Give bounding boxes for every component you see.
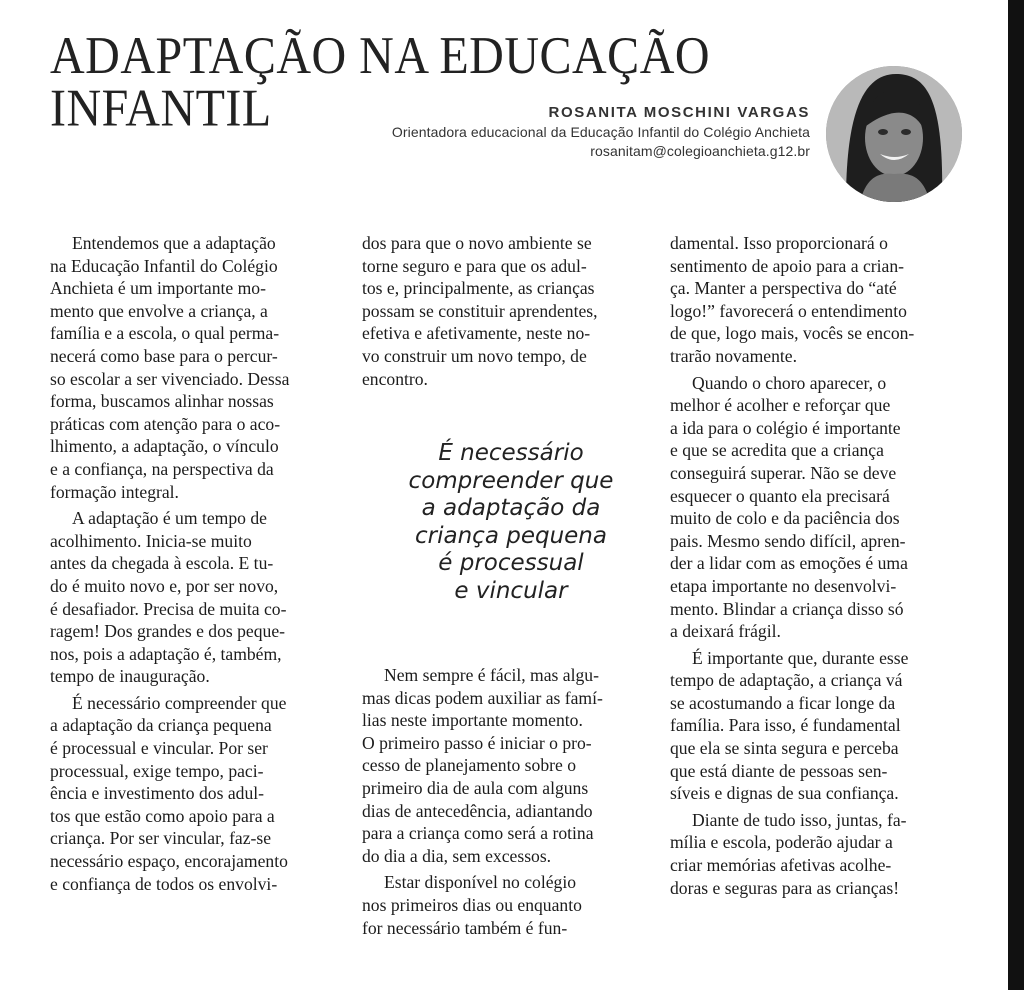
text-line: família e a escola, o qual perma- [50, 323, 280, 344]
text-line: e que se acredita que a criança [670, 440, 884, 461]
pull-quote [362, 440, 660, 605]
text-line: conseguirá superar. Não se deve [670, 462, 897, 483]
text-line: que ela se sinta segura e perceba [670, 738, 899, 759]
text-line: é desafiador. Precisa de muita co- [50, 598, 287, 619]
author-portrait-graphic [826, 66, 962, 202]
author-name: ROSANITA MOSCHINI VARGAS [548, 104, 810, 121]
pull-quote-line: compreender que [408, 467, 614, 494]
text-line: É necessário compreender que [72, 692, 287, 713]
headline-line: ADAPTAÇÃO NA EDUCAÇÃO [50, 26, 711, 85]
author-role: Orientadora educacional da Educação Infantil do Colégio Anchieta [391, 124, 810, 140]
text-line: do dia a dia, sem excessos. [362, 845, 552, 866]
text-line: acolhimento. Inicia-se muito [50, 530, 252, 551]
text-line: Anchieta é um importante mo- [50, 278, 266, 299]
article-column-2-bottom [362, 664, 660, 939]
text-line: lias neste importante momento. [362, 710, 583, 731]
pull-quote-line: É necessário [438, 440, 584, 466]
text-line: família. Para isso, é fundamental [670, 715, 901, 736]
text-line: encontro. [362, 368, 428, 389]
text-line: melhor é acolher e reforçar que [670, 395, 891, 416]
text-line: dos para que o novo ambiente se [362, 233, 592, 253]
text-line: dias de antecedência, adiantando [362, 800, 593, 821]
text-line: mília e escola, poderão ajudar a [670, 832, 893, 853]
text-line: cesso de planejamento sobre o [362, 755, 576, 776]
article-column-1 [50, 232, 350, 895]
pull-quote-line: a adaptação da [421, 495, 601, 521]
text-line: ragem! Dos grandes e dos peque- [50, 621, 285, 642]
pull-quote-line: e vincular [454, 577, 568, 604]
text-line: lhimento, a adaptação, o vínculo [50, 436, 279, 457]
text-line: do é muito novo e, por ser novo, [50, 575, 279, 596]
text-line: antes da chegada à escola. E tu- [50, 553, 274, 574]
text-line: a ida para o colégio é importante [670, 417, 901, 438]
text-line: der a lidar com as emoções é uma [670, 553, 908, 574]
text-line: nos primeiros dias ou enquanto [362, 894, 582, 915]
text-line: práticas com atenção para o aco- [50, 413, 281, 434]
text-line: É importante que, durante esse [692, 647, 909, 668]
text-line: necerá como base para o percur- [50, 345, 278, 366]
text-line: Diante de tudo isso, juntas, fa- [692, 809, 907, 830]
text-line: muito de colo e da paciência dos [670, 508, 900, 529]
text-line: logo!” favorecerá o entendimento [670, 300, 907, 321]
author-portrait-icon [826, 66, 962, 202]
pull-quote-line: criança pequena [415, 522, 607, 549]
text-line: forma, buscamos alinhar nossas [50, 391, 274, 412]
text-line: possam se constituir aprendentes, [362, 300, 598, 321]
text-line: síveis e dignas de sua confiança. [670, 783, 899, 804]
text-line: efetiva e afetivamente, neste no- [362, 323, 591, 344]
text-line: criança. Por ser vincular, faz-se [50, 828, 272, 849]
text-line: primeiro dia de aula com alguns [362, 777, 589, 798]
text-line: é processual e vincular. Por ser [50, 738, 268, 759]
headline-line: INFANTIL [50, 79, 272, 138]
text-line: criar memórias afetivas acolhe- [670, 855, 892, 876]
text-line: pais. Mesmo sendo difícil, apren- [670, 530, 906, 551]
text-line: necessário espaço, encorajamento [50, 851, 288, 872]
text-line: tempo de inauguração. [50, 666, 210, 687]
text-line: tos e, principalmente, as crianças [362, 278, 595, 299]
text-line: se acostumando a ficar longe da [670, 692, 896, 713]
text-line: de que, logo mais, vocês se encon- [670, 323, 915, 344]
text-line: trarão novamente. [670, 345, 798, 366]
text-line: sentimento de apoio para a crian- [670, 255, 904, 276]
text-line: Nem sempre é fácil, mas algu- [384, 665, 599, 685]
text-line: vo construir um novo tempo, de [362, 345, 587, 366]
text-line: Quando o choro aparecer, o [692, 372, 887, 393]
page-edge-shadow [1008, 0, 1024, 990]
text-line: damental. Isso proporcionará o [670, 233, 888, 253]
text-line: doras e seguras para as crianças! [670, 877, 900, 898]
text-line: torne seguro e para que os adul- [362, 255, 587, 276]
pull-quote-line: é processual [438, 550, 584, 576]
article-column-3 [670, 232, 970, 899]
text-line: mas dicas podem auxiliar as famí- [362, 687, 603, 708]
text-line: mento. Blindar a criança disso só [670, 598, 904, 619]
text-line: ça. Manter a perspectiva do “até [670, 278, 897, 299]
byline [392, 104, 810, 161]
text-line: processual, exige tempo, paci- [50, 760, 264, 781]
text-line: mento que envolve a criança, a [50, 300, 268, 321]
text-line: nos, pois a adaptação é, também, [50, 643, 282, 664]
text-line: A adaptação é um tempo de [72, 508, 267, 529]
text-line: esquecer o quanto ela precisará [670, 485, 890, 506]
text-line: so escolar a ser vivenciado. Dessa [50, 368, 290, 389]
text-line: etapa importante no desenvolvi- [670, 575, 897, 596]
article-column-2-top [362, 232, 660, 390]
text-line: tempo de adaptação, a criança vá [670, 670, 903, 691]
text-line: para a criança como será a rotina [362, 823, 594, 844]
text-line: Entendemos que a adaptação [72, 233, 276, 253]
text-line: tos que estão como apoio para a [50, 805, 275, 826]
text-line: Estar disponível no colégio [384, 872, 577, 893]
author-email: rosanitam@colegioanchieta.g12.br [590, 143, 810, 159]
text-line: a adaptação da criança pequena [50, 715, 272, 736]
text-line: for necessário também é fun- [362, 917, 568, 938]
text-line: O primeiro passo é iniciar o pro- [362, 732, 592, 753]
text-line: e a confiança, na perspectiva da [50, 458, 274, 479]
text-line: formação integral. [50, 481, 179, 502]
text-line: ência e investimento dos adul- [50, 783, 264, 804]
text-line: a deixará frágil. [670, 621, 781, 642]
text-line: na Educação Infantil do Colégio [50, 255, 278, 276]
text-line: e confiança de todos os envolvi- [50, 873, 278, 894]
text-line: que está diante de pessoas sen- [670, 760, 888, 781]
